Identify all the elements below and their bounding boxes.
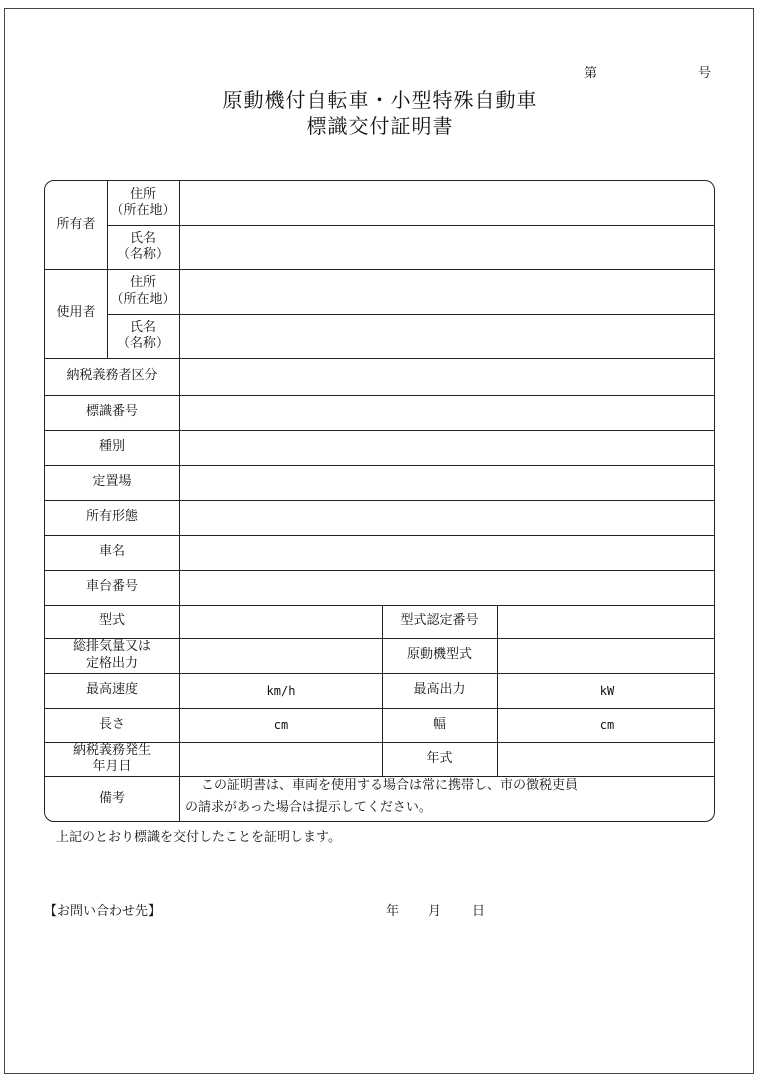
model-cert-number-label: 型式認定番号 [400,613,479,629]
width-label: 幅 [432,716,446,732]
owner-address-label-line1: 住所 [129,186,156,202]
user-address-label [107,269,179,314]
storage-place-label: 定置場 [92,474,132,490]
date-day-label: 日 [472,904,486,919]
taxpayer-class-field[interactable] [180,359,715,395]
contact-label: 【お問い合わせ先】 [44,904,162,919]
user-name-label-line2: （名称） [116,336,169,351]
user-address-label-line2: （所在地） [110,291,176,307]
displacement-field[interactable] [180,639,382,673]
max-speed-label: 最高速度 [85,682,138,698]
certificate-form-table [44,180,715,822]
doc-number-prefix: 第 [584,66,598,81]
remarks-text-line1: この証明書は、車両を使用する場合は常に携帯し、市の徴税吏員 [201,778,579,793]
owner-address-label [107,181,179,225]
owner-address-label-line2: （所在地） [110,203,176,218]
user-name-label-line1: 氏名 [129,319,156,335]
vehicle-name-field[interactable] [180,536,715,570]
model-year-field[interactable] [498,743,715,776]
model-cert-number-field[interactable] [498,606,715,638]
owner-name-label [107,225,179,269]
user-label: 使用者 [56,305,96,321]
engine-model-label: 原動機型式 [406,647,472,663]
ownership-form-field[interactable] [180,501,715,535]
model-field[interactable] [180,606,382,638]
vehicle-kind-field[interactable] [180,431,715,465]
owner-address-field[interactable] [180,181,715,225]
ownership-form-label: 所有形態 [85,509,138,525]
user-address-field[interactable] [180,270,715,314]
date-month-label: 月 [428,904,442,919]
model-year-label: 年式 [426,750,453,766]
certification-statement: 上記のとおり標識を交付したことを証明します。 [56,830,341,845]
chassis-number-label: 車台番号 [85,579,138,595]
remarks-label: 備考 [98,791,125,807]
remarks-text [185,775,705,819]
tax-date-label [45,742,179,776]
user-address-label-line1: 住所 [129,275,156,291]
remarks-text-line2: の請求があった場合は提示してください。 [185,800,432,815]
owner-name-field[interactable] [180,226,715,269]
displacement-label-line2: 定格出力 [85,655,138,671]
user-name-field[interactable] [180,315,715,358]
model-label: 型式 [98,613,125,629]
tax-date-field[interactable] [180,743,382,776]
vehicle-name-label: 車名 [98,544,125,560]
plate-number-field[interactable] [180,396,715,430]
owner-label: 所有者 [56,216,96,232]
chassis-number-field[interactable] [180,571,715,605]
document-title-line1: 原動機付自転車・小型特殊自動車 [222,88,538,112]
taxpayer-class-label: 納税義務者区分 [66,368,158,384]
owner-name-label-line1: 氏名 [129,230,156,246]
tax-date-label-line1: 納税義務発生 [72,742,151,758]
length-unit[interactable]: cm [273,718,289,732]
document-title-line2: 標識交付証明書 [306,114,454,138]
doc-number-suffix: 号 [698,66,712,81]
vehicle-kind-label: 種別 [98,439,125,455]
displacement-label [45,638,179,673]
storage-place-field[interactable] [180,466,715,500]
plate-number-label: 標識番号 [85,404,138,420]
max-output-label: 最高出力 [413,682,466,698]
max-speed-unit[interactable]: km/h [266,683,296,698]
max-output-unit[interactable]: kW [599,683,615,698]
length-label: 長さ [98,716,125,732]
tax-date-label-line2: 年月日 [92,759,132,774]
width-unit[interactable]: cm [599,718,615,732]
owner-name-label-line2: （名称） [116,247,169,262]
user-name-label [107,314,179,358]
displacement-label-line1: 総排気量又は [72,639,151,655]
date-year-label: 年 [386,904,400,919]
engine-model-field[interactable] [498,639,715,673]
